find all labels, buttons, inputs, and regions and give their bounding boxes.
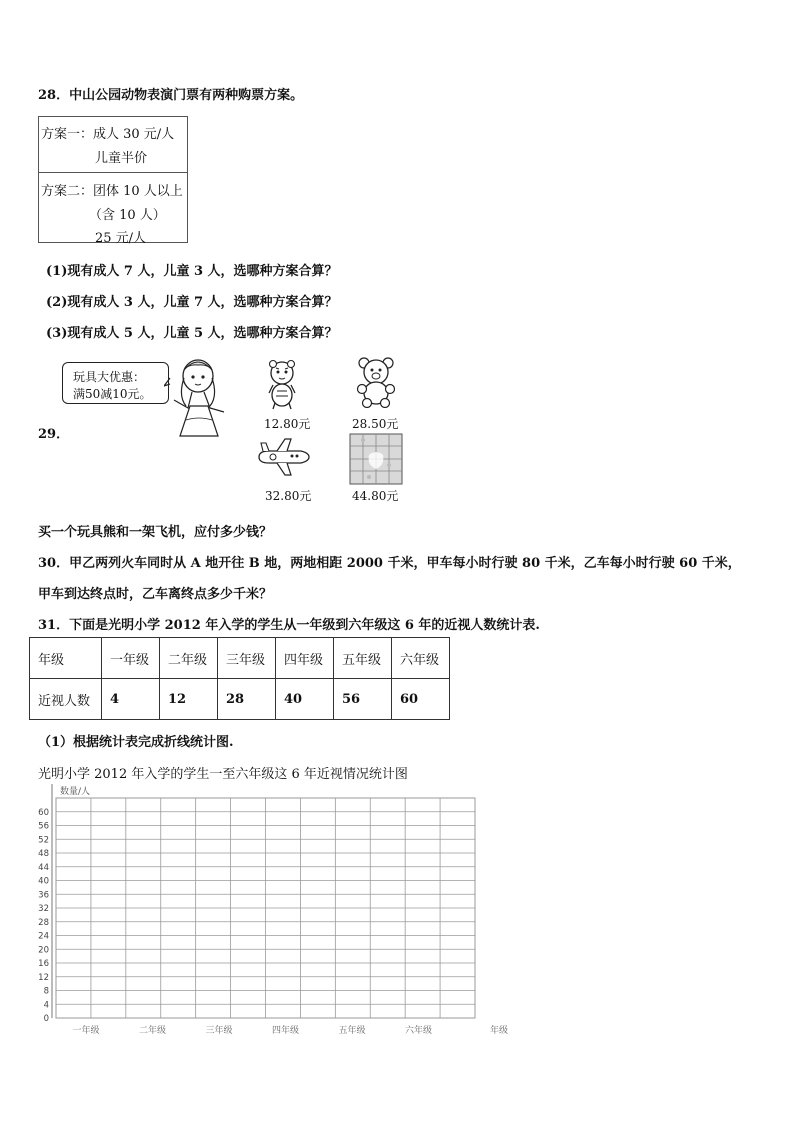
plan2-line1: 方案二：团体 10 人以上 bbox=[41, 184, 183, 199]
q29-number: 29． bbox=[38, 427, 70, 442]
y-tick-label: 52 bbox=[38, 835, 49, 846]
table-cell: 12 bbox=[160, 679, 218, 720]
airplane-toy-icon bbox=[255, 437, 311, 477]
speech-bubble bbox=[62, 362, 169, 404]
y-tick-label: 40 bbox=[38, 876, 49, 887]
bubble-line1: 玩具大优惠： bbox=[73, 370, 146, 384]
y-tick-label: 20 bbox=[38, 945, 49, 956]
table-row bbox=[30, 679, 450, 720]
x-axis-label: 年级 bbox=[490, 1026, 509, 1036]
table-cell: 五年级 bbox=[334, 638, 392, 679]
y-tick-label: 36 bbox=[38, 890, 49, 901]
price-tiger: 12.80元 bbox=[264, 417, 311, 431]
price-airplane: 32.80元 bbox=[265, 489, 312, 503]
stats-table bbox=[29, 637, 450, 720]
x-tick-label: 一年级 bbox=[72, 1026, 100, 1036]
q31-title: 31．下面是光明小学 2012 年入学的学生从一年级到六年级这 6 年的近视人数统计表. bbox=[38, 618, 540, 633]
table-header-row bbox=[30, 638, 450, 679]
plan2-line2: （含 10 人） bbox=[89, 208, 166, 223]
table-cell: 56 bbox=[334, 679, 392, 720]
q29-question: 买一个玩具熊和一架飞机，应付多少钱？ bbox=[38, 525, 273, 540]
x-tick-label: 二年级 bbox=[138, 1026, 167, 1036]
table-cell: 40 bbox=[276, 679, 334, 720]
q28-sub2: (2)现有成人 3 人，儿童 7 人，选哪种方案合算？ bbox=[46, 295, 338, 310]
y-tick-label: 12 bbox=[38, 972, 49, 983]
q28-sub3: (3)现有成人 5 人，儿童 5 人，选哪种方案合算？ bbox=[46, 326, 338, 341]
table-cell: 60 bbox=[392, 679, 450, 720]
bubble-line2: 满50减10元。 bbox=[73, 387, 152, 401]
y-tick-label: 56 bbox=[38, 821, 49, 832]
table-cell: 年级 bbox=[30, 638, 102, 679]
q28-sub1: (1)现有成人 7 人，儿童 3 人，选哪种方案合算？ bbox=[46, 264, 338, 279]
table-cell: 28 bbox=[218, 679, 276, 720]
teddy-bear-icon bbox=[355, 356, 397, 408]
plan-divider bbox=[39, 172, 187, 173]
table-cell: 六年级 bbox=[392, 638, 450, 679]
price-puzzle: 44.80元 bbox=[352, 489, 399, 503]
table-cell: 二年级 bbox=[160, 638, 218, 679]
plan2-line3: 25 元/人 bbox=[95, 231, 147, 246]
table-cell: 近视人数 bbox=[30, 679, 102, 720]
q31-sub1: （1）根据统计表完成折线统计图. bbox=[38, 735, 234, 750]
y-tick-label: 28 bbox=[38, 917, 49, 928]
y-tick-label: 16 bbox=[38, 959, 49, 969]
q30-line2: 甲车到达终点时，乙车离终点多少千米？ bbox=[38, 587, 273, 602]
x-tick-label: 五年级 bbox=[338, 1026, 366, 1036]
x-tick-label: 四年级 bbox=[271, 1026, 300, 1036]
q30-line1: 30．甲乙两列火车同时从 A 地开往 B 地，两地相距 2000 千米，甲车每小时行驶 80 千米，乙车每小时行驶 60 千米， bbox=[38, 556, 741, 571]
y-tick-label: 44 bbox=[38, 862, 49, 873]
chart-title: 光明小学 2012 年入学的学生一至六年级这 6 年近视情况统计图 bbox=[38, 767, 408, 782]
y-tick-label: 8 bbox=[43, 986, 49, 997]
y-tick-label: 60 bbox=[38, 807, 49, 818]
y-tick-label: 48 bbox=[38, 849, 49, 859]
table-cell: 一年级 bbox=[102, 638, 160, 679]
line-chart bbox=[30, 780, 510, 1040]
table-cell: 三年级 bbox=[218, 638, 276, 679]
table-cell: 4 bbox=[102, 679, 160, 720]
x-tick-label: 六年级 bbox=[404, 1026, 433, 1036]
tiger-toy-icon bbox=[262, 359, 302, 411]
plan-box bbox=[38, 116, 188, 246]
y-axis-label: 数量/人 bbox=[60, 787, 91, 797]
plan1-line1: 方案一：成人 30 元/人 bbox=[41, 127, 175, 142]
y-tick-label: 32 bbox=[38, 904, 49, 914]
q28-title: 28．中山公园动物表演门票有两种购票方案。 bbox=[38, 88, 304, 103]
table-cell: 四年级 bbox=[276, 638, 334, 679]
puzzle-toy-icon bbox=[349, 433, 403, 485]
girl-illustration bbox=[164, 356, 236, 438]
price-bear: 28.50元 bbox=[352, 417, 399, 431]
x-tick-label: 三年级 bbox=[205, 1026, 233, 1036]
y-tick-label: 0 bbox=[43, 1014, 49, 1024]
y-tick-label: 4 bbox=[43, 1000, 49, 1011]
plan1-line2: 儿童半价 bbox=[95, 151, 148, 166]
y-tick-label: 24 bbox=[38, 931, 49, 942]
